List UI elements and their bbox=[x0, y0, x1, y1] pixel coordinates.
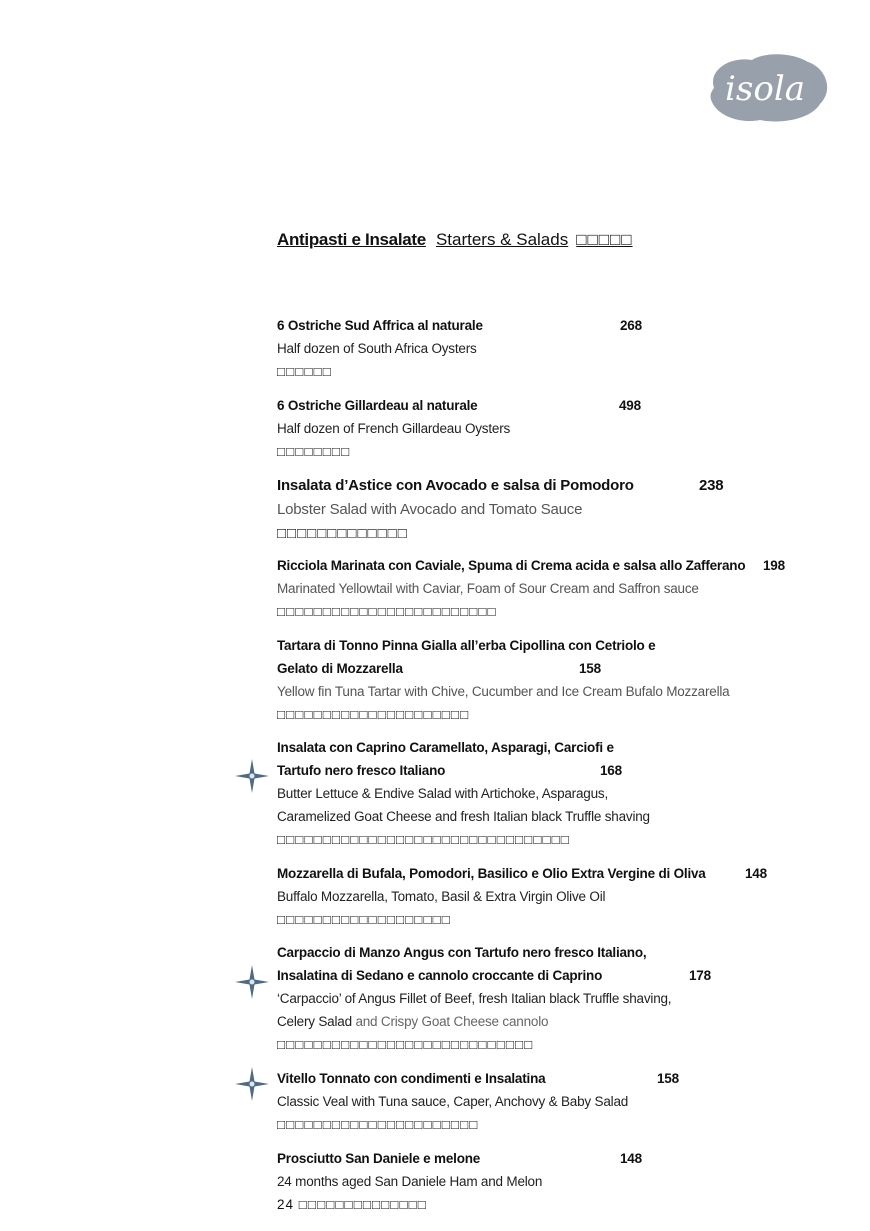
item-desc-en: ‘Carpaccio’ of Angus Fillet of Beef, fresh Italian black Truffle shaving, bbox=[277, 991, 672, 1006]
item-desc-zh: □□□□□□□□□□□□□□□□□□□□□□□□□□□□□□□□ bbox=[277, 832, 570, 847]
item-desc-zh: □□□□□□□□□□□□□□□□□□□□□□ bbox=[277, 1117, 479, 1132]
menu-item bbox=[277, 1067, 679, 1136]
item-title-it: Carpaccio di Manzo Angus con Tartufo nero fresco Italiano, bbox=[277, 945, 647, 960]
section-title-en: Starters & Salads bbox=[435, 230, 569, 249]
menu-item bbox=[277, 634, 729, 726]
item-desc-en-line2: Celery Salad bbox=[277, 1014, 352, 1029]
item-desc-zh: 24 □□□□□□□□□□□□□□ bbox=[277, 1197, 427, 1212]
item-title-it: Vitello Tonnato con condimenti e Insalatina bbox=[277, 1071, 546, 1086]
logo-text: isola bbox=[725, 69, 805, 109]
item-desc-en: Lobster Salad with Avocado and Tomato Sauce bbox=[277, 501, 583, 518]
item-desc-zh: □□□□□□□□□□□□□ bbox=[277, 525, 408, 542]
menu-item bbox=[277, 862, 767, 931]
star-icon bbox=[235, 759, 269, 793]
item-price: 148 bbox=[620, 1151, 642, 1166]
menu-item bbox=[277, 1147, 642, 1216]
item-desc-en: Butter Lettuce & Endive Salad with Artichoke, Asparagus, bbox=[277, 786, 609, 801]
item-desc-zh: □□□□□□□□□□□□□□□□□□□ bbox=[277, 912, 451, 927]
item-title-it-line2: Tartufo nero fresco Italiano bbox=[277, 763, 446, 778]
item-price: 158 bbox=[579, 661, 601, 676]
menu-item bbox=[277, 554, 785, 623]
item-desc-en: Half dozen of South Africa Oysters bbox=[277, 341, 477, 356]
menu-item bbox=[277, 394, 641, 463]
item-desc-en: Yellow fin Tuna Tartar with Chive, Cucumber and Ice Cream Bufalo Mozzarella bbox=[277, 684, 730, 699]
item-title-it-line2: Gelato di Mozzarella bbox=[277, 661, 403, 676]
item-title-it: Insalata con Caprino Caramellato, Asparagi, Carciofi e bbox=[277, 740, 614, 755]
item-price: 178 bbox=[689, 968, 711, 983]
section-heading bbox=[277, 230, 633, 250]
item-desc-en-line2: Caramelized Goat Cheese and fresh Italian black Truffle shaving bbox=[277, 809, 650, 824]
section-title-zh: □□□□□ bbox=[576, 230, 633, 249]
menu-item bbox=[277, 736, 650, 851]
item-price: 238 bbox=[699, 477, 724, 494]
item-title-it: Insalata d’Astice con Avocado e salsa di Pomodoro bbox=[277, 477, 634, 494]
item-price: 148 bbox=[745, 866, 767, 881]
star-icon bbox=[235, 965, 269, 999]
item-desc-en: Classic Veal with Tuna sauce, Caper, Anchovy & Baby Salad bbox=[277, 1094, 629, 1109]
item-price: 198 bbox=[763, 558, 785, 573]
item-desc-en: Buffalo Mozzarella, Tomato, Basil & Extra Virgin Olive Oil bbox=[277, 889, 606, 904]
item-price: 168 bbox=[600, 763, 622, 778]
item-desc-en: 24 months aged San Daniele Ham and Melon bbox=[277, 1174, 543, 1189]
item-desc-en-line2-grey: and Crispy Goat Cheese cannolo bbox=[351, 1014, 549, 1029]
item-title-it: Mozzarella di Bufala, Pomodori, Basilico e Olio Extra Vergine di Oliva bbox=[277, 866, 706, 881]
section-title-it: Antipasti e Insalate bbox=[277, 230, 426, 249]
item-title-it: Prosciutto San Daniele e melone bbox=[277, 1151, 481, 1166]
item-desc-zh: □□□□□□□□□□□□□□□□□□□□□□□□□□□□ bbox=[277, 1037, 534, 1052]
item-desc-en: Half dozen of French Gillardeau Oysters bbox=[277, 421, 511, 436]
item-title-it: Ricciola Marinata con Caviale, Spuma di Crema acida e salsa allo Zafferano bbox=[277, 558, 746, 573]
item-desc-zh: □□□□□□□□□□□□□□□□□□□□□□□□ bbox=[277, 604, 497, 619]
menu-item bbox=[277, 941, 711, 1056]
item-desc-zh: □□□□□□□□ bbox=[277, 444, 351, 459]
item-desc-zh: □□□□□□ bbox=[277, 364, 332, 379]
item-title-it: 6 Ostriche Gillardeau al naturale bbox=[277, 398, 478, 413]
menu-item bbox=[277, 474, 724, 546]
item-desc-en: Marinated Yellowtail with Caviar, Foam of Sour Cream and Saffron sauce bbox=[277, 581, 699, 596]
item-price: 268 bbox=[620, 318, 642, 333]
item-title-it: 6 Ostriche Sud Affrica al naturale bbox=[277, 318, 483, 333]
item-price: 158 bbox=[657, 1071, 679, 1086]
star-icon bbox=[235, 1067, 269, 1101]
item-price: 498 bbox=[619, 398, 641, 413]
menu-item bbox=[277, 314, 642, 383]
isola-logo bbox=[700, 50, 830, 126]
item-title-it: Tartara di Tonno Pinna Gialla all’erba Cipollina con Cetriolo e bbox=[277, 638, 656, 653]
item-title-it-line2: Insalatina di Sedano e cannolo croccante di Caprino bbox=[277, 968, 603, 983]
item-desc-zh: □□□□□□□□□□□□□□□□□□□□□ bbox=[277, 707, 470, 722]
